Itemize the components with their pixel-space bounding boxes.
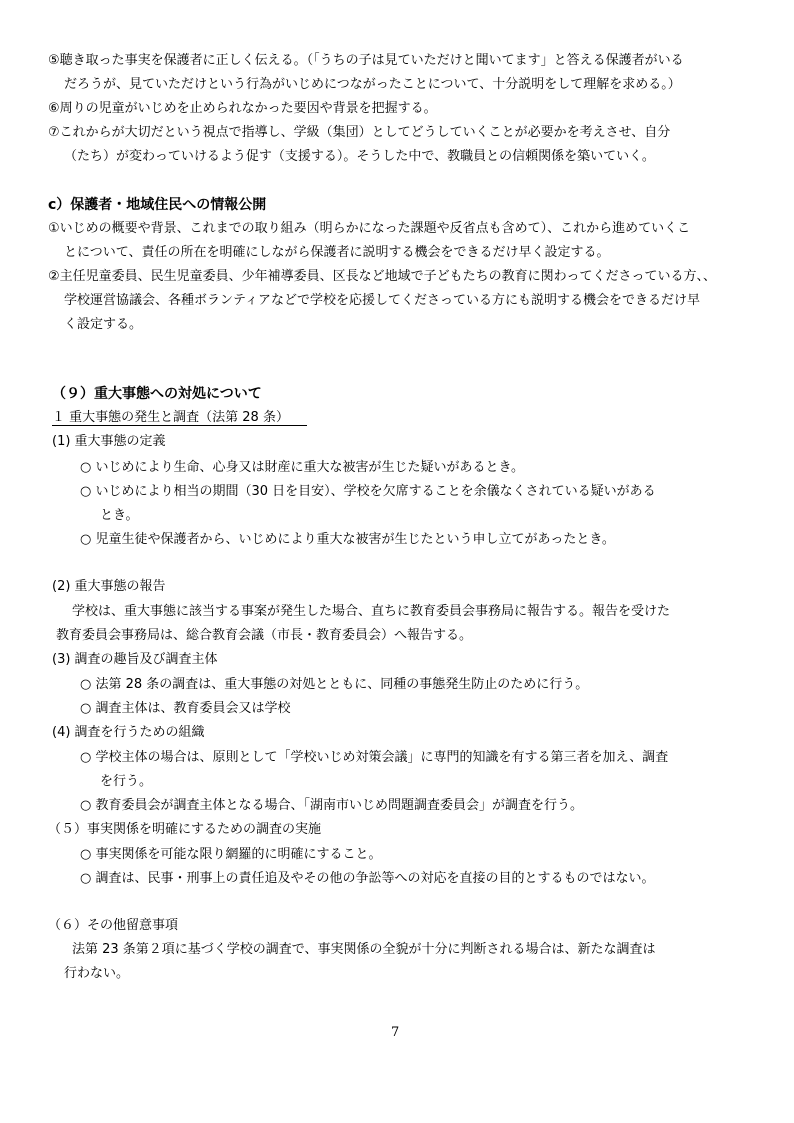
item-6-line-1: ⑥周りの児童がいじめを止められなかった要因や背景を把握する。 (48, 101, 437, 116)
p3-line-1: ○ 法第 28 条の調査は、重大事態の対処とともに、同種の事態発生防止のために行う。 (80, 677, 589, 692)
section-c-line-2: とについて、責任の所在を明確にしながら保護者に説明する機会をできるだけ早く設定する。 (64, 245, 610, 260)
page-number: 7 (391, 1025, 400, 1040)
p6-line-2: 行わない。 (64, 966, 130, 981)
p4-title: (4) 調査を行うための組織 (52, 725, 205, 740)
p1-title: (1) 重大事態の定義 (52, 434, 166, 449)
item-5-line-1: ⑤聴き取った事実を保護者に正しく伝える。（「うちの子は見ていただけと聞いてます」と答える保護者がいる (48, 53, 684, 68)
section-c-heading: c）保護者・地域住民への情報公開 (48, 197, 267, 213)
p5-line-1: ○ 事実関係を可能な限り網羅的に明確にすること。 (80, 847, 382, 862)
p1-line-2: ○ いじめにより相当の期間（30 日を目安）、学校を欠席することを余儀なくされている疑いがある (80, 484, 656, 499)
p6-title: （６）その他留意事項 (48, 918, 179, 933)
p3-title: (3) 調査の趣旨及び調査主体 (52, 652, 218, 667)
p2-line-2: 教育委員会事務局は、総合教育会議（市長・教育委員会）へ報告する。 (56, 628, 473, 643)
p4-line-2: を行う。 (100, 774, 153, 789)
p3-line-2: ○ 調査主体は、教育委員会又は学校 (80, 701, 291, 716)
section-9-heading: （９）重大事態への対処について (52, 386, 262, 402)
p4-line-1: ○ 学校主体の場合は、原則として「学校いじめ対策会議」に専門的知識を有する第三者を加え、調査 (80, 750, 669, 765)
p5-title: （５）事実関係を明確にするための調査の実施 (48, 822, 322, 837)
section-c-line-1: ①いじめの概要や背景、これまでの取り組み（明らかになった課題や反省点も含めて）、これから進めていくこ (48, 221, 691, 236)
item-7-line-2: （たち）が変わっていけるよう促す（支援する）。そうした中で、教職員との信頼関係を築いていく。 (64, 149, 655, 164)
item-7-line-1: ⑦これからが大切だという視点で指導し、学級（集団）としてどうしていくことが必要かを考えさせ、自分 (48, 125, 671, 140)
section-c-line-5: く設定する。 (64, 317, 143, 332)
p1-line-3: とき。 (100, 508, 139, 523)
p1-line-1: ○ いじめにより生命、心身又は財産に重大な被害が生じた疑いがあるとき。 (80, 460, 524, 475)
p5-line-2: ○ 調査は、民事・刑事上の責任追及やその他の争訟等への対応を直接の目的とするものではない。 (80, 871, 655, 886)
p1-line-4: ○ 児童生徒や保護者から、いじめにより重大な被害が生じたという申し立てがあったとき。 (80, 532, 615, 547)
p2-line-1: 学校は、重大事態に該当する事案が発生した場合、直ちに教育委員会事務局に報告する。報告を受けた (72, 604, 671, 619)
p2-title: (2) 重大事態の報告 (52, 579, 166, 594)
section-c-line-3: ②主任児童委員、民生児童委員、少年補導委員、区長など地域で子どもたちの教育に関わってくださっている方、、 (48, 269, 717, 284)
section-9-subheading: １ 重大事態の発生と調査（法第 28 条） (52, 409, 307, 427)
p4-line-3: ○ 教育委員会が調査主体となる場合、「湖南市いじめ問題調査委員会」が調査を行う。 (80, 798, 583, 813)
item-5-line-2: だろうが、見ていただけという行為がいじめにつながったことについて、十分説明をして理解を求める。） (64, 77, 681, 92)
p6-line-1: 法第 23 条第２項に基づく学校の調査で、事実関係の全貌が十分に判断される場合は、新たな調査は (72, 942, 656, 957)
section-c-line-4: 学校運営協議会、各種ボランティアなどで学校を応援してくださっている方にも説明する機会をできるだけ早 (64, 293, 700, 308)
